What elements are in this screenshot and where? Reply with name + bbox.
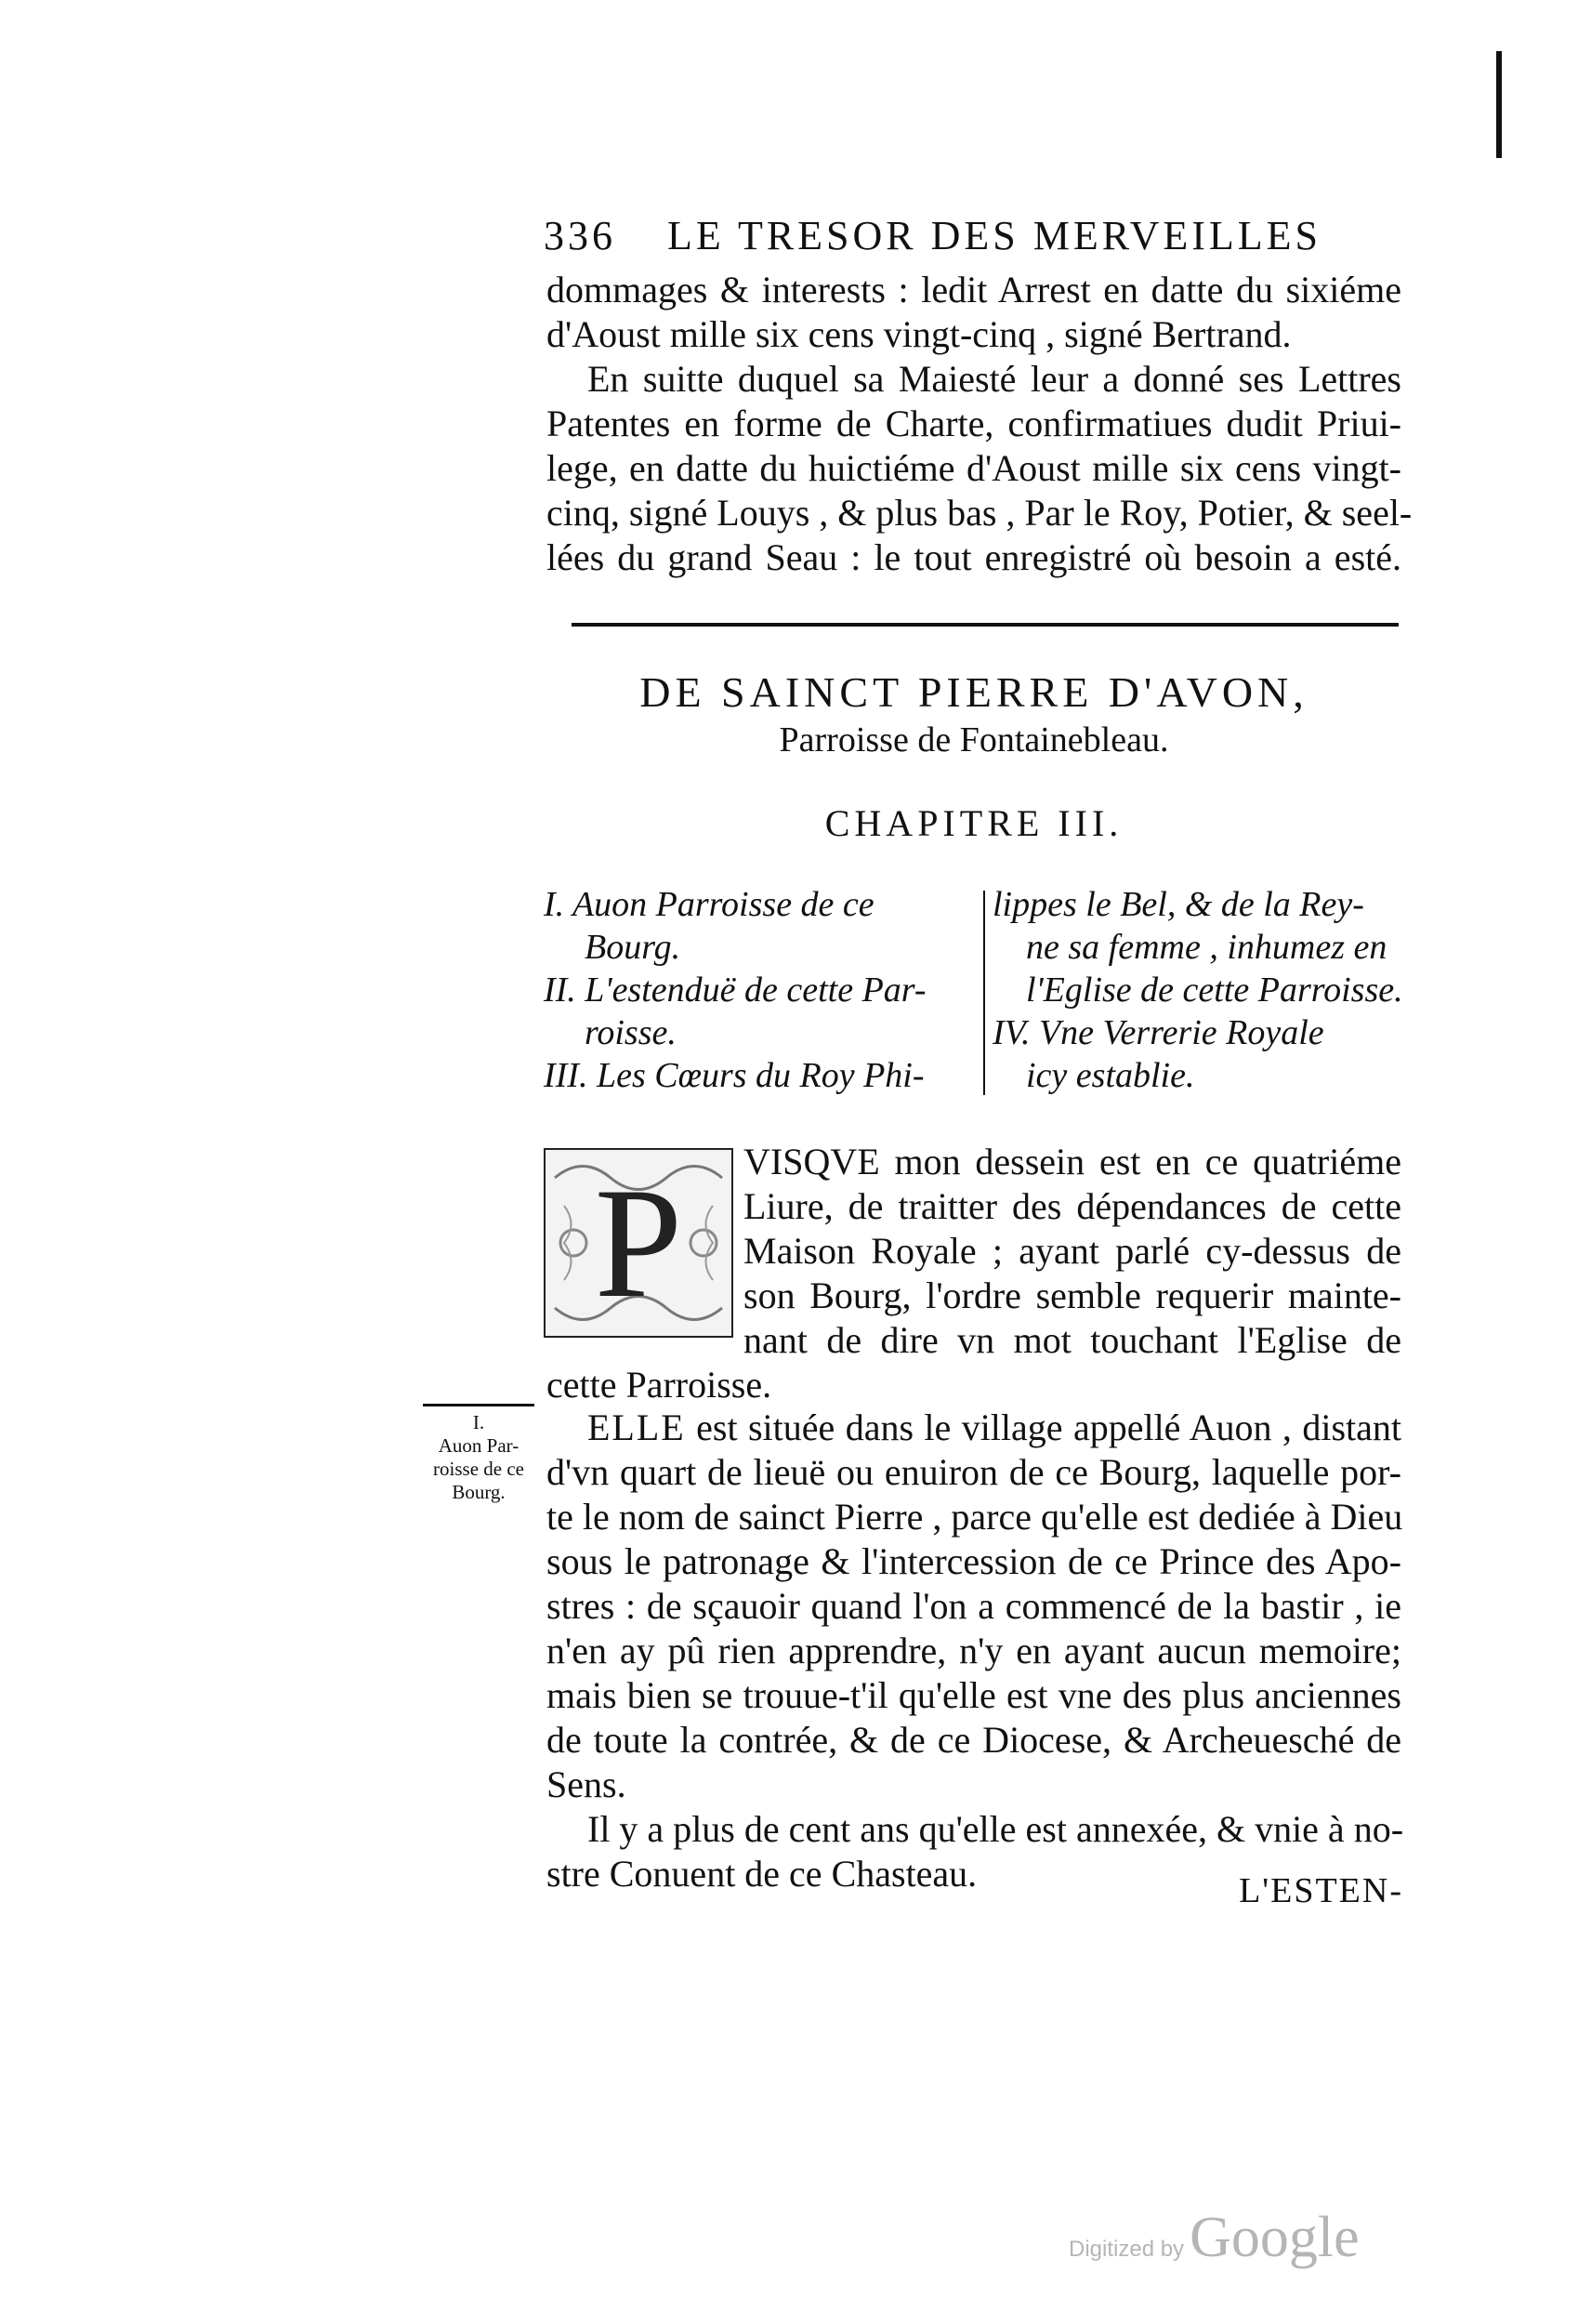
marginal-note-rule xyxy=(423,1404,534,1406)
section-divider xyxy=(572,623,1399,627)
page-number: 336 xyxy=(544,213,616,258)
text-line: Liure, de traitter des dépendances de cette xyxy=(743,1185,1401,1227)
lead-line-text: est située dans le village appellé Auon , distant xyxy=(696,1406,1401,1448)
text-line: Il y a plus de cent ans qu'elle est annexée, & vnie à no- xyxy=(587,1808,1404,1850)
summary-line: Bourg. xyxy=(585,928,681,967)
text-line: stres : de sçauoir quand l'on a commencé de la bastir , ie xyxy=(546,1585,1401,1627)
dropcap-letter: P xyxy=(594,1155,683,1330)
catchword: L'ESTEN- xyxy=(1239,1871,1403,1910)
text-line: nant de dire vn mot touchant l'Eglise de xyxy=(743,1319,1401,1361)
text-line: Maison Royale ; ayant parlé cy-dessus de xyxy=(743,1230,1401,1272)
summary-line: III. Les Cœurs du Roy Phi- xyxy=(544,1056,925,1095)
text-line: n'en ay pû rien apprendre, n'y en ayant aucun memoire; xyxy=(546,1630,1401,1671)
text-line: mais bien se trouue-t'il qu'elle est vne des plus anciennes xyxy=(546,1674,1401,1716)
lead-word: ELLE xyxy=(587,1406,686,1448)
section-subtitle: Parroisse de Fontainebleau. xyxy=(779,720,1169,759)
summary-left-column xyxy=(544,883,976,1097)
summary-line: l'Eglise de cette Parroisse. xyxy=(1026,971,1403,1010)
text-line: de toute la contrée, & de ce Diocese, & Archeuesché de xyxy=(546,1719,1401,1761)
text-line: lege, en datte du huictiéme d'Aoust mille six cens vingt- xyxy=(546,447,1401,489)
summary-line: II. L'estenduë de cette Par- xyxy=(544,971,927,1010)
marginal-note-number: I. xyxy=(472,1411,485,1433)
text-line: cinq, signé Louys , & plus bas , Par le Roy, Potier, & seel- xyxy=(546,492,1413,534)
text-line: stre Conuent de ce Chasteau. xyxy=(546,1853,978,1895)
decorated-initial xyxy=(544,1148,733,1338)
first-paragraph xyxy=(743,1140,1401,1363)
text-line: Patentes en forme de Charte, confirmatiues dudit Priui- xyxy=(546,403,1401,444)
watermark-prefix: Digitized by xyxy=(1069,2237,1185,2262)
summary-line: ne sa femme , inhumez en xyxy=(1026,928,1387,967)
text-line: lées du grand Seau : le tout enregistré où besoin a esté. xyxy=(546,536,1401,578)
text-line xyxy=(546,1406,1401,1450)
text-line: son Bourg, l'ordre semble requerir mainte- xyxy=(743,1274,1401,1316)
text-line: VISQVE mon dessein est en ce quatriéme xyxy=(743,1141,1401,1182)
marginal-note-line: Auon Par- xyxy=(438,1434,519,1457)
summary-column-rule xyxy=(983,891,985,1095)
section-title: DE SAINCT PIERRE D'AVON, xyxy=(639,668,1308,716)
marginal-note xyxy=(423,1411,534,1504)
summary-line: roisse. xyxy=(585,1013,677,1052)
summary-line: I. Auon Parroisse de ce xyxy=(544,885,874,924)
running-title: LE TRESOR DES MERVEILLES xyxy=(667,213,1322,258)
summary-line: icy establie. xyxy=(1026,1056,1195,1095)
text-line: En suitte duquel sa Maiesté leur a donné ses Lettres xyxy=(587,358,1401,400)
text-line: Sens. xyxy=(546,1763,626,1805)
second-paragraph xyxy=(546,1406,1401,1807)
summary-line: lippes le Bel, & de la Rey- xyxy=(993,885,1364,924)
first-paragraph-end xyxy=(546,1363,1401,1407)
google-watermark xyxy=(1069,2205,1403,2279)
opening-paragraphs xyxy=(546,268,1413,580)
marginal-note-line: Bourg. xyxy=(452,1481,506,1503)
running-header xyxy=(544,212,1399,259)
summary-line: IV. Vne Verrerie Royale xyxy=(993,1013,1324,1052)
text-line: sous le patronage & l'intercession de ce Prince des Apo- xyxy=(546,1540,1401,1582)
summary-right-column xyxy=(993,883,1406,1097)
text-line: dommages & interests : ledit Arrest en datte du sixiéme xyxy=(546,269,1401,310)
watermark-brand: Google xyxy=(1190,2206,1360,2269)
text-line: te le nom de sainct Pierre , parce qu'elle est dediée à Dieu xyxy=(546,1496,1403,1538)
text-line: d'Aoust mille six cens vingt-cinq , signé Bertrand. xyxy=(546,313,1292,355)
chapter-heading: CHAPITRE III. xyxy=(824,802,1124,844)
text-line: d'vn quart de lieuë ou enuiron de ce Bourg, laquelle por- xyxy=(546,1451,1401,1493)
marginal-note-line: roisse de ce xyxy=(433,1458,524,1480)
text-line: cette Parroisse. xyxy=(546,1364,772,1406)
page-edge-rule xyxy=(1496,51,1502,158)
